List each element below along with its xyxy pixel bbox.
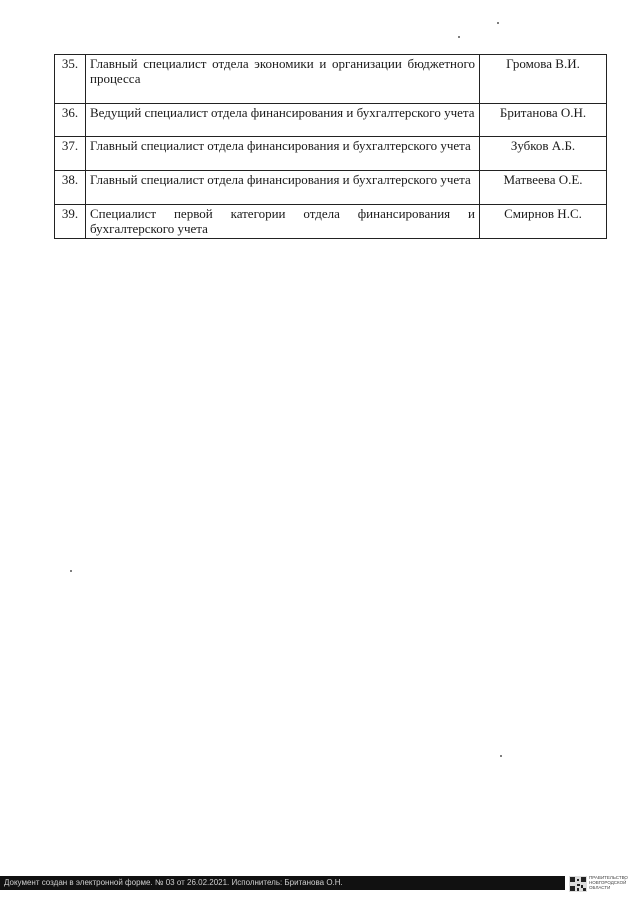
table-row <box>55 137 607 171</box>
row-position: Ведущий специалист отдела финансирования и бухгалтерского учета <box>86 104 480 137</box>
scan-speck <box>458 36 460 38</box>
table-row <box>55 104 607 137</box>
row-number: 37. <box>55 137 86 171</box>
table-row <box>55 55 607 104</box>
footer-organization: ПРАВИТЕЛЬСТВО НОВГОРОДСКОЙ ОБЛАСТИ <box>589 875 628 890</box>
row-position: Специалист первой категории отдела финансирования и бухгалтерского учета <box>86 205 480 239</box>
row-name: Матвеева О.Е. <box>480 171 607 205</box>
staff-table <box>54 54 607 239</box>
table-row <box>55 205 607 239</box>
scan-speck <box>70 570 72 572</box>
row-number: 38. <box>55 171 86 205</box>
row-number: 36. <box>55 104 86 137</box>
electronic-document-footer: Документ создан в электронной форме. № 03 от 26.02.2021. Исполнитель: Британова О.Н. <box>0 876 565 890</box>
row-number: 39. <box>55 205 86 239</box>
row-name: Британова О.Н. <box>480 104 607 137</box>
row-position: Главный специалист отдела финансирования и бухгалтерского учета <box>86 137 480 171</box>
qr-code-icon <box>569 876 587 892</box>
row-name: Зубков А.Б. <box>480 137 607 171</box>
row-number: 35. <box>55 55 86 104</box>
scan-speck <box>500 755 502 757</box>
row-position: Главный специалист отдела финансирования и бухгалтерского учета <box>86 171 480 205</box>
row-position: Главный специалист отдела экономики и организации бюджетного процесса <box>86 55 480 104</box>
table-row <box>55 171 607 205</box>
row-name: Смирнов Н.С. <box>480 205 607 239</box>
row-name: Громова В.И. <box>480 55 607 104</box>
scan-speck <box>497 22 499 24</box>
